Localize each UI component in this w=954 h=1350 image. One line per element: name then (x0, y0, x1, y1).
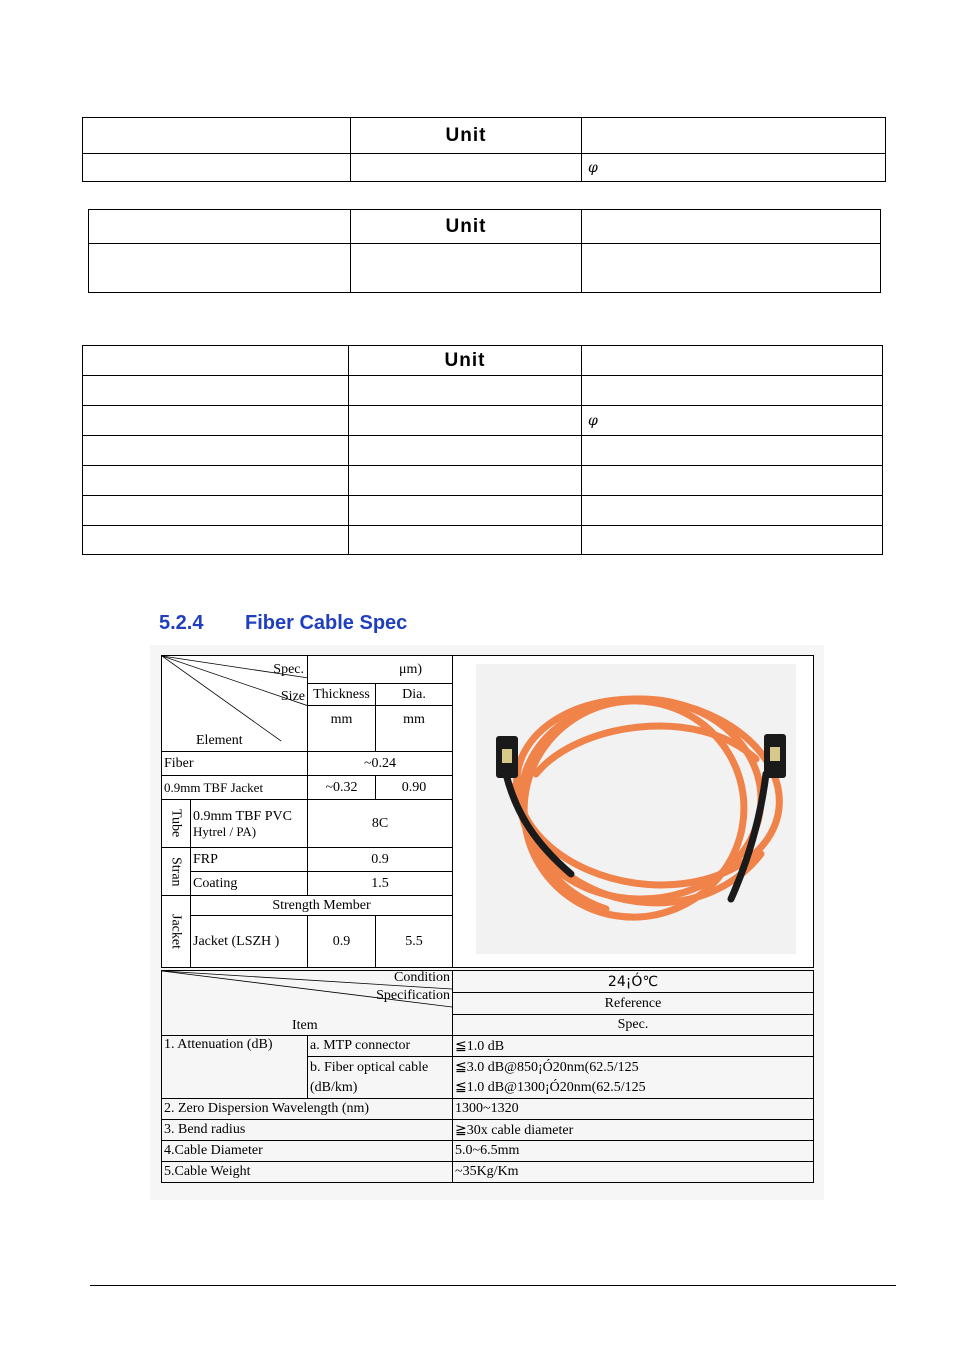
spec-table-2 (88, 209, 881, 293)
t3-cell (582, 496, 883, 526)
t2-cell (351, 244, 582, 293)
section-heading (159, 612, 407, 635)
thickness-header: Thickness (308, 684, 376, 706)
t1-header-param (83, 118, 351, 154)
t1-cell (351, 154, 582, 182)
fiber-optical-cable-values (453, 1057, 814, 1099)
t3-cell (83, 466, 349, 496)
t1-header-unit: Unit (351, 118, 582, 154)
lszh-jacket-label: Jacket (LSZH ) (191, 916, 308, 968)
zero-dispersion-value: 1300~1320 (453, 1099, 814, 1120)
coating-label: Coating (191, 872, 308, 896)
t3-cell (349, 526, 582, 555)
size-label: Size (280, 689, 305, 704)
attenuation-value-850: ≦3.0 dB@850¡Ó20nm(62.5/125 (455, 1059, 639, 1075)
bend-radius-value: ≧30x cable diameter (453, 1120, 814, 1141)
tbf-jacket-label: 0.9mm TBF Jacket (162, 776, 308, 800)
thickness-unit: mm (308, 706, 376, 752)
t3-cell (349, 376, 582, 406)
unit-header: μm) (308, 656, 453, 684)
cable-weight-value: ~35Kg/Km (453, 1162, 814, 1183)
section-number: 5.2.4 (159, 612, 204, 634)
t1-cell (83, 154, 351, 182)
connector-left (496, 736, 518, 778)
element-header-cell (162, 656, 308, 752)
spec-table-1 (82, 117, 886, 182)
t3-cell (582, 526, 883, 555)
condition-value: 24¡Ó℃ (453, 971, 814, 993)
dia-unit: mm (376, 706, 453, 752)
t3-cell (83, 406, 349, 436)
t3-cell (349, 406, 582, 436)
fiber-value: ~0.24 (308, 752, 453, 776)
cable-diameter-value: 5.0~6.5mm (453, 1141, 814, 1162)
tube-label-line1: 0.9mm TBF PVC (193, 808, 292, 824)
tbf-jacket-dia: 0.90 (376, 776, 453, 800)
cable-weight-label: 5.Cable Weight (162, 1162, 453, 1183)
fiber-optical-cable-line1: b. Fiber optical cable (310, 1059, 429, 1075)
t3-header-param (83, 346, 349, 376)
t2-cell (582, 244, 881, 293)
attenuation-label: 1. Attenuation (dB) (162, 1036, 308, 1099)
cable-diameter-label: 4.Cable Diameter (162, 1141, 453, 1162)
t2-header-param (89, 210, 351, 244)
t3-cell (349, 436, 582, 466)
t3-cell (83, 526, 349, 555)
zero-dispersion-label: 2. Zero Dispersion Wavelength (nm) (162, 1099, 453, 1120)
tbf-jacket-thickness: ~0.32 (308, 776, 376, 800)
t3-cell (83, 496, 349, 526)
connector-right (764, 734, 786, 778)
t2-header-value (582, 210, 881, 244)
t3-cell (582, 376, 883, 406)
t3-header-unit: Unit (349, 346, 582, 376)
item-header-cell (162, 971, 453, 1036)
element-label: Element (196, 733, 243, 748)
fiber-optical-cable-line2: (dB/km) (310, 1079, 358, 1095)
spec-header: Spec. (453, 1014, 814, 1035)
frp-value: 0.9 (308, 848, 453, 872)
footer-rule (90, 1285, 896, 1286)
t3-cell (349, 496, 582, 526)
t1-header-value (582, 118, 886, 154)
attenuation-value-1300: ≦1.0 dB@1300¡Ó20nm(62.5/125 (455, 1079, 646, 1095)
fiber-label: Fiber (162, 752, 308, 776)
bend-radius-label: 3. Bend radius (162, 1120, 453, 1141)
lszh-thickness: 0.9 (308, 916, 376, 968)
tube-group-label: Tube (162, 800, 191, 848)
t2-cell (89, 244, 351, 293)
lszh-dia: 5.5 (376, 916, 453, 968)
t3-cell (83, 376, 349, 406)
tube-label (191, 800, 308, 848)
t3-cell (349, 466, 582, 496)
t2-header-unit: Unit (351, 210, 582, 244)
coating-value: 1.5 (308, 872, 453, 896)
phi-symbol: φ (582, 154, 886, 182)
t3-header-value (582, 346, 883, 376)
spec-table-3 (82, 345, 883, 555)
strand-group-label: Stran (162, 848, 191, 896)
dia-header: Dia. (376, 684, 453, 706)
fiber-optical-cable-label (308, 1057, 453, 1099)
specification-label: Specification (376, 988, 450, 1003)
tube-value: 8C (308, 800, 453, 848)
reference-header: Reference (453, 993, 814, 1014)
item-label: Item (292, 1018, 318, 1033)
mtp-connector-label: a. MTP connector (308, 1036, 453, 1057)
phi-symbol: φ (582, 406, 883, 436)
performance-spec-table (161, 970, 814, 1183)
frp-label: FRP (191, 848, 308, 872)
section-title: Fiber Cable Spec (245, 612, 408, 634)
t3-cell (582, 466, 883, 496)
t3-cell (582, 436, 883, 466)
tube-label-line2: Hytrel / PA) (193, 823, 257, 839)
fiber-cable-spec-table (161, 655, 814, 968)
mtp-connector-value: ≦1.0 dB (453, 1036, 814, 1057)
photo-cell (453, 656, 814, 968)
spec-label: Spec. (273, 662, 304, 677)
t3-cell (83, 436, 349, 466)
condition-label: Condition (393, 970, 450, 985)
fiber-cable-photo (476, 664, 796, 954)
jacket-group-label: Jacket (162, 896, 191, 968)
strength-member-label: Strength Member (191, 896, 453, 916)
